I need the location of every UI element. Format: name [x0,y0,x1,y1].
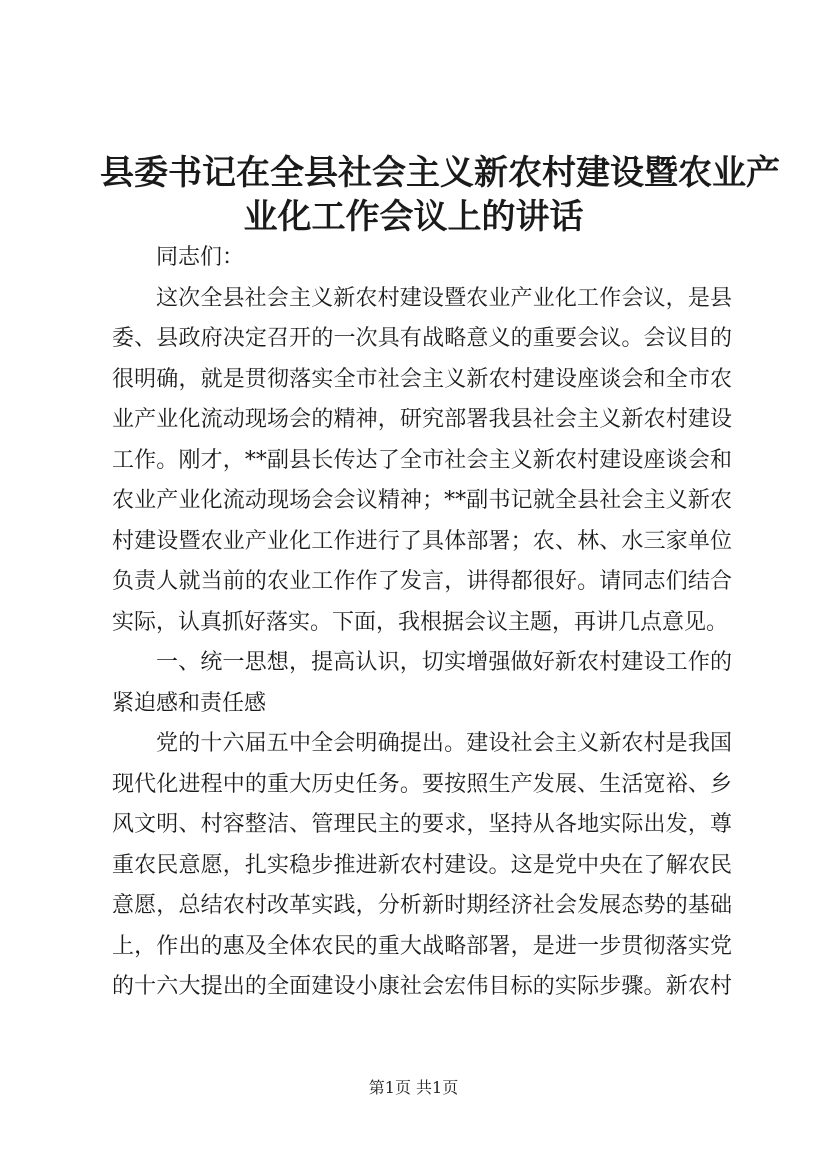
paragraph-line: 农业产业化流动现场会会议精神；**副书记就全县社会主义新农 [112,488,732,513]
paragraph-line: 的十六大提出的全面建设小康社会宏伟目标的实际步骤。新农村 [112,974,732,999]
paragraph-line: 委、县政府决定召开的一次具有战略意义的重要会议。会议目的 [112,326,732,351]
page-number-footer: 第1页 共1页 [368,1078,459,1097]
paragraph-line: 重农民意愿，扎实稳步推进新农村建设。这是党中央在了解农民 [112,852,732,878]
paragraph-line: 这次全县社会主义新农村建设暨农业产业化工作会议，是县 [156,285,732,311]
paragraph-line: 现代化进程中的重大历史任务。要按照生产发展、生活宽裕、乡 [112,771,732,797]
document-body [112,238,732,1008]
paragraph-line: 负责人就当前的农业工作作了发言，讲得都很好。请同志们结合 [112,569,732,594]
document-title-line-2: 业化工作会议上的讲话 [243,197,584,237]
paragraph-line: 村建设暨农业产业化工作进行了具体部署；农、林、水三家单位 [112,528,732,554]
paragraph-line: 工作。刚才，**副县长传达了全市社会主义新农村建设座谈会和 [112,447,732,473]
paragraph-line: 上，作出的惠及全体农民的重大战略部署，是进一步贯彻落实党 [112,933,732,959]
paragraph-line: 意愿，总结农村改革实践，分析新时期经济社会发展态势的基础 [112,893,732,918]
document-title-line-1: 县委书记在全县社会主义新农村建设暨农业产 [100,153,780,193]
paragraph-line: 党的十六届五中全会明确提出。建设社会主义新农村是我国 [156,731,732,756]
paragraph-line: 业产业化流动现场会的精神，研究部署我县社会主义新农村建设 [112,407,732,432]
paragraph-line: 很明确，就是贯彻落实全市社会主义新农村建设座谈会和全市农 [112,366,732,392]
section-heading-line: 紧迫感和责任感 [112,690,267,716]
paragraph-line: 实际，认真抓好落实。下面，我根据会议主题，再讲几点意见。 [112,609,729,635]
salutation: 同志们： [156,245,245,270]
section-heading-line: 一、统一思想，提高认识，切实增强做好新农村建设工作的 [156,650,732,675]
paragraph-line: 风文明、村容整洁、管理民主的要求，坚持从各地实际出发，尊 [112,812,732,837]
